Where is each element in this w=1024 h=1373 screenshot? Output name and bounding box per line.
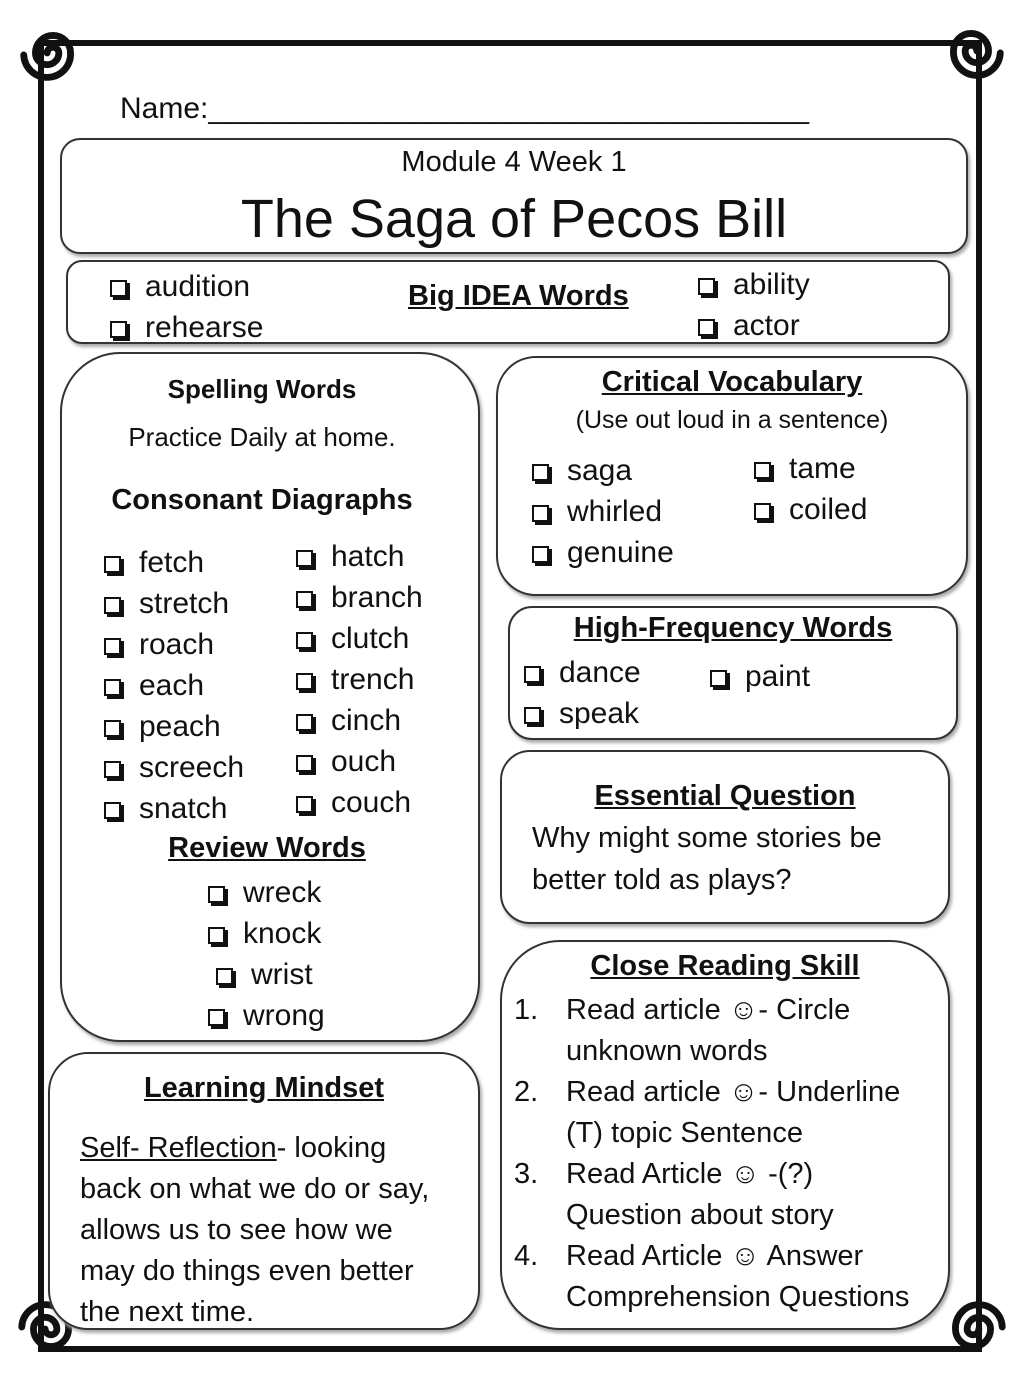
item-number: 4. — [514, 1240, 539, 1272]
mindset-term-rest: - looking — [276, 1132, 387, 1164]
checkbox-icon[interactable] — [296, 673, 313, 690]
item-line1: Read Article ☺ -(?) — [566, 1158, 814, 1190]
checkbox-icon[interactable] — [754, 503, 771, 520]
checkbox-icon[interactable] — [208, 1009, 225, 1026]
big-idea-box — [66, 260, 950, 344]
checkbox-item[interactable]: actor — [698, 305, 810, 346]
checkbox-item[interactable]: branch — [296, 577, 423, 618]
checkbox-item[interactable]: stretch — [104, 583, 244, 624]
item-number: 3. — [514, 1158, 539, 1190]
critical-vocab-heading: Critical Vocabulary — [601, 366, 863, 398]
checkbox-item[interactable]: each — [104, 665, 244, 706]
checkbox-icon[interactable] — [296, 796, 313, 813]
close-reading-heading: Close Reading Skill — [590, 950, 860, 982]
checkbox-item[interactable]: audition — [110, 266, 263, 307]
checkbox-item[interactable]: rehearse — [110, 307, 263, 348]
checkbox-icon[interactable] — [104, 720, 121, 737]
mindset-term: Self- Reflection — [80, 1132, 277, 1164]
checkbox-item[interactable]: knock — [208, 913, 325, 954]
hfw-heading: High-Frequency Words — [573, 612, 893, 644]
item-line2: (T) topic Sentence — [566, 1117, 803, 1149]
checkbox-icon[interactable] — [754, 462, 771, 479]
checkbox-item[interactable]: wrong — [208, 995, 325, 1036]
checkbox-item[interactable]: ability — [698, 264, 810, 305]
checkbox-icon[interactable] — [296, 755, 313, 772]
spelling-pattern: Consonant Diagraphs — [111, 484, 413, 516]
spelling-note: Practice Daily at home. — [128, 422, 396, 452]
checkbox-item[interactable]: tame — [754, 448, 867, 489]
checkbox-item[interactable]: snatch — [104, 788, 244, 829]
item-line1: Read article ☺- Underline — [566, 1076, 901, 1108]
essential-question-heading: Essential Question — [594, 780, 856, 812]
checkbox-icon[interactable] — [532, 505, 549, 522]
checkbox-icon[interactable] — [104, 802, 121, 819]
item-number: 2. — [514, 1076, 539, 1108]
checkbox-icon[interactable] — [524, 707, 541, 724]
checkbox-icon[interactable] — [216, 968, 233, 985]
big-idea-heading: Big IDEA Words — [408, 280, 629, 312]
checkbox-item[interactable]: speak — [524, 693, 641, 734]
title-box — [60, 138, 968, 254]
checkbox-item[interactable]: couch — [296, 782, 423, 823]
essential-question-line2: better told as plays? — [532, 864, 792, 896]
checkbox-icon[interactable] — [104, 761, 121, 778]
checkbox-item[interactable]: saga — [532, 450, 674, 491]
checkbox-item[interactable]: peach — [104, 706, 244, 747]
essential-question-line1: Why might some stories be — [532, 822, 882, 854]
checkbox-item[interactable]: hatch — [296, 536, 423, 577]
checkbox-item[interactable]: ouch — [296, 741, 423, 782]
hfw-col2-list — [710, 656, 810, 697]
name-field[interactable] — [120, 92, 809, 126]
item-line1: Read article ☺- Circle — [566, 994, 851, 1026]
checkbox-item[interactable]: cinch — [296, 700, 423, 741]
checkbox-item[interactable]: screech — [104, 747, 244, 788]
essential-question-box — [500, 750, 950, 924]
checkbox-item[interactable]: trench — [296, 659, 423, 700]
checkbox-item[interactable]: roach — [104, 624, 244, 665]
checkbox-item[interactable]: genuine — [532, 532, 674, 573]
checkbox-icon[interactable] — [710, 670, 727, 687]
critical-vocab-note: (Use out loud in a sentence) — [575, 406, 889, 434]
checkbox-item[interactable]: paint — [710, 656, 810, 697]
mindset-line-5: the next time. — [80, 1296, 255, 1328]
learning-mindset-heading: Learning Mindset — [143, 1072, 385, 1104]
critical-vocab-box — [496, 356, 968, 596]
checkbox-icon[interactable] — [532, 464, 549, 481]
checkbox-icon[interactable] — [208, 886, 225, 903]
checkbox-item[interactable]: whirled — [532, 491, 674, 532]
checkbox-icon[interactable] — [532, 546, 549, 563]
checkbox-icon[interactable] — [296, 591, 313, 608]
critical-col1-list — [532, 450, 674, 573]
module-label: Module 4 Week 1 — [401, 146, 627, 178]
checkbox-icon[interactable] — [524, 666, 541, 683]
spelling-box — [60, 352, 480, 1042]
checkbox-item[interactable]: dance — [524, 652, 641, 693]
item-line2: Comprehension Questions — [566, 1281, 910, 1313]
checkbox-icon[interactable] — [296, 714, 313, 731]
close-reading-box — [500, 940, 950, 1330]
checkbox-icon[interactable] — [208, 927, 225, 944]
review-heading: Review Words — [168, 832, 366, 864]
big-idea-left-list — [110, 266, 263, 348]
checkbox-item[interactable]: fetch — [104, 542, 244, 583]
learning-mindset-box — [48, 1052, 480, 1330]
spelling-heading: Spelling Words — [167, 374, 357, 404]
page-title: The Saga of Pecos Bill — [240, 189, 788, 249]
checkbox-item[interactable]: coiled — [754, 489, 867, 530]
checkbox-icon[interactable] — [296, 632, 313, 649]
checkbox-item[interactable]: clutch — [296, 618, 423, 659]
checkbox-icon[interactable] — [698, 319, 715, 336]
checkbox-icon[interactable] — [110, 321, 127, 338]
checkbox-icon[interactable] — [104, 597, 121, 614]
review-list — [208, 872, 325, 1036]
mindset-line-3: allows us to see how we — [80, 1214, 393, 1246]
item-line1: Read Article ☺ Answer — [566, 1240, 864, 1272]
name-line: ____________________________________ — [208, 92, 810, 125]
spelling-col1-list — [104, 542, 244, 829]
checkbox-icon[interactable] — [698, 278, 715, 295]
critical-col2-list — [754, 448, 867, 530]
checkbox-icon[interactable] — [104, 679, 121, 696]
mindset-line-4: may do things even better — [80, 1255, 414, 1287]
checkbox-icon[interactable] — [110, 280, 127, 297]
item-line2: Question about story — [566, 1199, 834, 1231]
swirl-corner-bottom-right — [934, 1290, 1012, 1368]
spelling-col2-list — [296, 536, 423, 823]
big-idea-right-list — [698, 264, 810, 346]
item-line2: unknown words — [566, 1035, 768, 1067]
checkbox-icon[interactable] — [104, 638, 121, 655]
checkbox-item[interactable]: wreck — [208, 872, 325, 913]
checkbox-item[interactable]: wrist — [208, 954, 325, 995]
mindset-line-2: back on what we do or say, — [80, 1173, 430, 1205]
hfw-box — [508, 606, 958, 740]
item-number: 1. — [514, 994, 539, 1026]
swirl-corner-top-left — [14, 14, 92, 92]
swirl-corner-top-right — [932, 12, 1010, 90]
checkbox-icon[interactable] — [296, 550, 313, 567]
checkbox-icon[interactable] — [104, 556, 121, 573]
hfw-col1-list — [524, 652, 641, 734]
mindset-line-1 — [80, 1132, 386, 1165]
name-label: Name: — [120, 92, 209, 125]
